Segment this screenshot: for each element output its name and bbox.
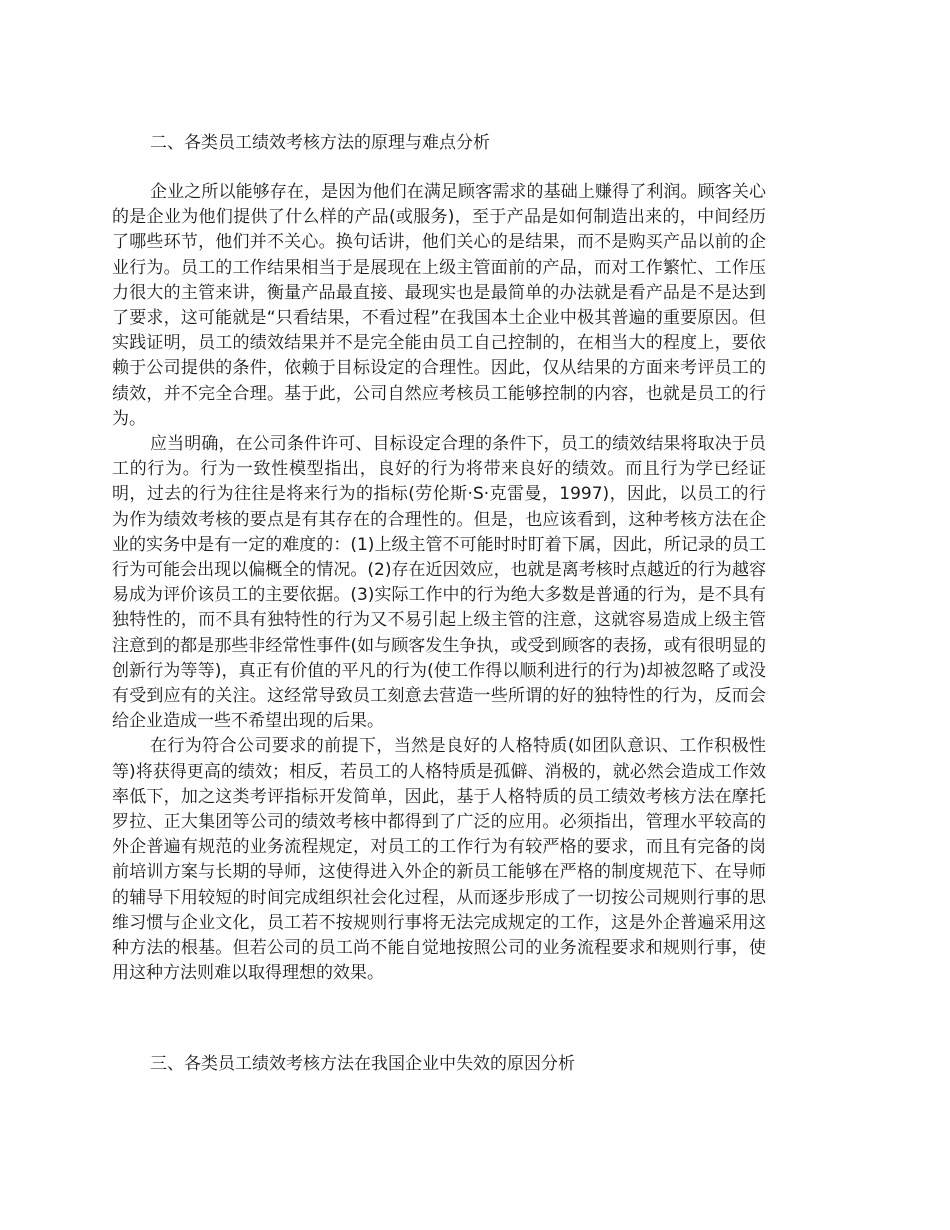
section-3-heading: 三、各类员工绩效考核方法在我国企业中失效的原因分析 <box>150 1054 575 1074</box>
paragraph-3: 在行为符合公司要求的前提下，当然是良好的人格特质(如团队意识、工作积极性等)将获得更高的绩效；相反，若员工的人格特质是孤僻、消极的，就必然会造成工作效率低下，加之这类考评指标开发简单，因此，基于人格特质的员工绩效考核方法在摩托罗拉、正大集团等公司的绩效考核中都得到了广泛的应用。必须指出，管理水平较高的外企普遍有规范的业务流程规定，对员工的工作行为有较严格的要求，而且有完备的岗前培训方案与长期的导师，这使得进入外企的新员工能够在严格的制度规范下、在导师的辅导下用较短的时间完成组织社会化过程，从而逐步形成了一切按公司规则行事的思维习惯与企业文化，员工若不按规则行事将无法完成规定的工作，这是外企普遍采用这种方法的根基。但若公司的员工尚不能自觉地按照公司的业务流程要求和规则行事，使用这种方法则难以取得理想的效果。 <box>112 736 766 984</box>
paragraph-2: 应当明确，在公司条件许可、目标设定合理的条件下，员工的绩效结果将取决于员工的行为。行为一致性模型指出，良好的行为将带来良好的绩效。而且行为学已经证明，过去的行为往往是将来行为的指标(劳伦斯·S·克雷曼，1997)，因此，以员工的行为作为绩效考核的要点是有其存在的合理性的。但是，也应该看到，这种考核方法在企业的实务中是有一定的难度的：(1)上级主管不可能时时盯着下属，因此，所记录的员工行为可能会出现以偏概全的情况。(2)存在近因效应，也就是离考核时点越近的行为越容易成为评价该员工的主要依据。(3)实际工作中的行为绝大多数是普通的行为，是不具有独特性的，而不具有独特性的行为又不易引起上级主管的注意，这就容易造成上级主管注意到的都是那些非经常性事件(如与顾客发生争执，或受到顾客的表扬，或有很明显的创新行为等等)，真正有价值的平凡的行为(使工作得以顺利进行的行为)却被忽略了或没有受到应有的关注。这经常导致员工刻意去营造一些所谓的好的独特性的行为，反而会给企业造成一些不希望出现的后果。 <box>112 434 766 732</box>
paragraph-1: 企业之所以能够存在，是因为他们在满足顾客需求的基础上赚得了利润。顾客关心的是企业为他们提供了什么样的产品(或服务)，至于产品是如何制造出来的，中间经历了哪些环节，他们并不关心。换句话讲，他们关心的是结果，而不是购买产品以前的企业行为。员工的工作结果相当于是展现在上级主管面前的产品，而对工作繁忙、工作压力很大的主管来讲，衡量产品最直接、最现实也是最简单的办法就是看产品是不是达到了要求，这可能就是“只看结果，不看过程”在我国本土企业中极其普遍的重要原因。但实践证明，员工的绩效结果并不是完全能由员工自己控制的，在相当大的程度上，要依赖于公司提供的条件，依赖于目标设定的合理性。因此，仅从结果的方面来考评员工的绩效，并不完全合理。基于此，公司自然应考核员工能够控制的内容，也就是员工的行为。 <box>112 182 766 429</box>
section-2-heading: 二、各类员工绩效考核方法的原理与难点分析 <box>150 133 490 153</box>
section-2-body <box>112 180 766 987</box>
